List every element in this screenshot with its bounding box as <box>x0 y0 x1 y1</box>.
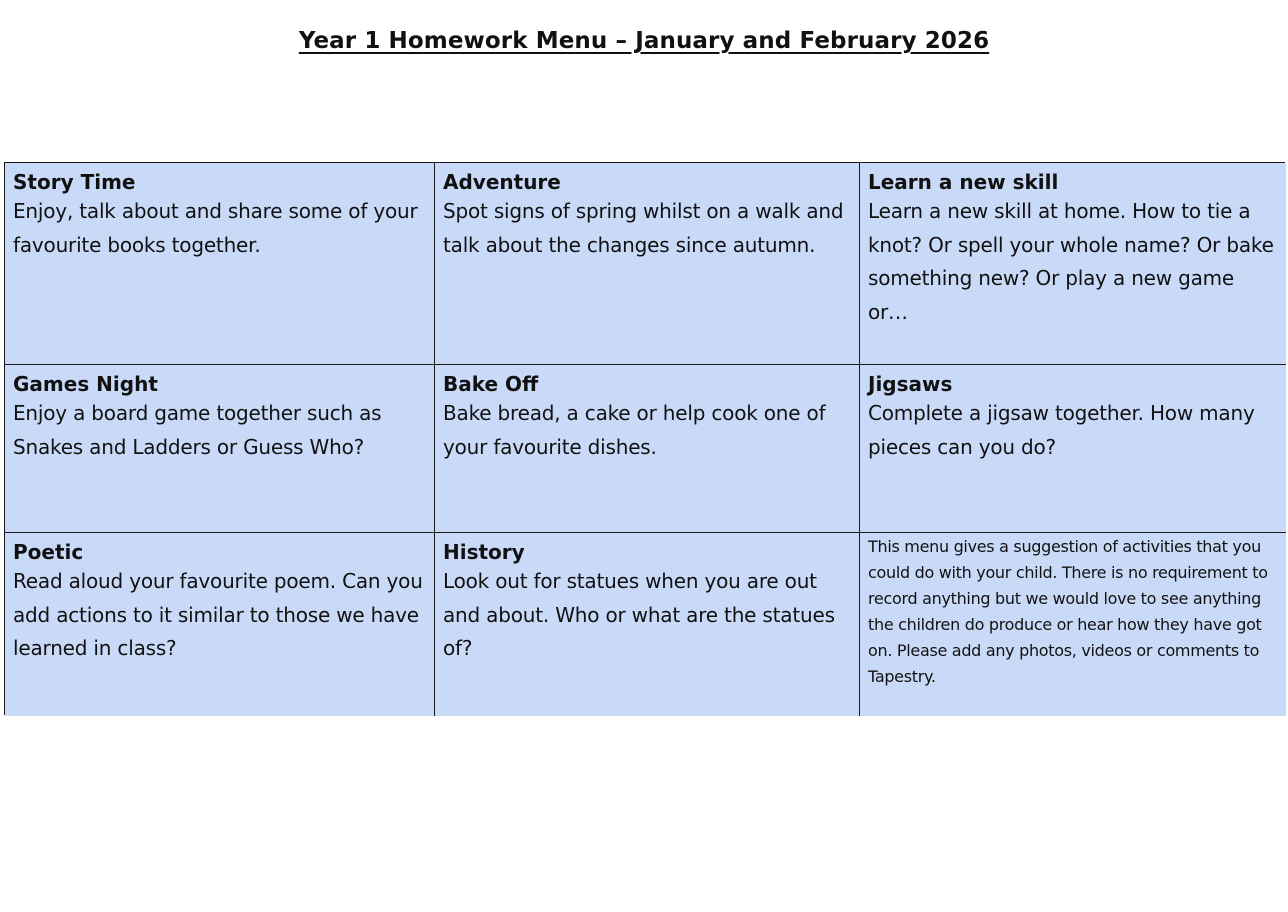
cell-title: History <box>443 540 525 564</box>
menu-cell-bake-off <box>435 365 860 533</box>
cell-description: Enjoy, talk about and share some of your favourite books together. <box>13 199 418 257</box>
cell-title: Jigsaws <box>868 372 953 396</box>
menu-cell-jigsaws <box>860 365 1286 533</box>
homework-menu-table <box>4 162 1285 715</box>
menu-cell-games-night <box>5 365 435 533</box>
menu-note-cell <box>860 533 1286 716</box>
menu-cell-poetic <box>5 533 435 716</box>
menu-note: This menu gives a suggestion of activities that you could do with your child. There is no requirement to record anything but we would love to see anything the children do produce or hear how they have got on. Please add any photos, videos or comments to Tapestry. <box>868 537 1268 686</box>
menu-cell-learn-a-new-skill <box>860 163 1286 365</box>
cell-title: Story Time <box>13 170 136 194</box>
cell-description: Complete a jigsaw together. How many pieces can you do? <box>868 401 1255 459</box>
cell-description: Spot signs of spring whilst on a walk and talk about the changes since autumn. <box>443 199 844 257</box>
cell-description: Bake bread, a cake or help cook one of your favourite dishes. <box>443 401 826 459</box>
cell-description: Learn a new skill at home. How to tie a knot? Or spell your whole name? Or bake something new? Or play a new game or… <box>868 199 1274 324</box>
cell-title: Games Night <box>13 372 158 396</box>
menu-cell-history <box>435 533 860 716</box>
cell-title: Adventure <box>443 170 561 194</box>
cell-title: Learn a new skill <box>868 170 1059 194</box>
cell-title: Poetic <box>13 540 84 564</box>
menu-cell-story-time <box>5 163 435 365</box>
page-title: Year 1 Homework Menu – January and February 2026 <box>298 28 990 54</box>
cell-description: Enjoy a board game together such as Snakes and Ladders or Guess Who? <box>13 401 382 459</box>
cell-description: Read aloud your favourite poem. Can you add actions to it similar to those we have learned in class? <box>13 569 423 660</box>
cell-description: Look out for statues when you are out and about. Who or what are the statues of? <box>443 569 835 660</box>
menu-cell-adventure <box>435 163 860 365</box>
cell-title: Bake Off <box>443 372 539 396</box>
